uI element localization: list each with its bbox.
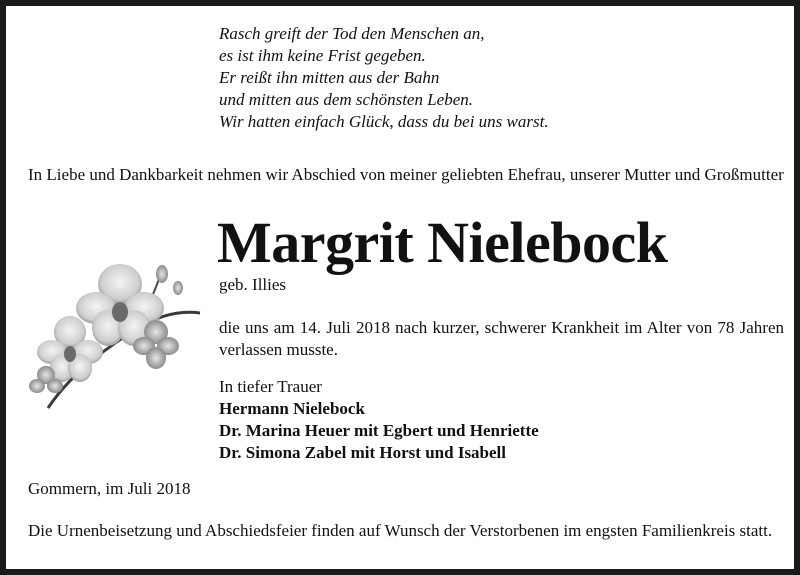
intro-text: In Liebe und Dankbarkeit nehmen wir Abschied von meiner geliebten Ehefrau, unserer Mutter und Großmutter	[28, 165, 784, 184]
orchid-flower-icon	[28, 258, 206, 414]
birth-name: geb. Illies	[219, 275, 287, 294]
poem-line: und mitten aus dem schönsten Leben.	[219, 90, 474, 109]
burial-note: Die Urnenbeisetzung und Abschiedsfeier finden auf Wunsch der Verstorbenen im engsten Familienkreis statt.	[28, 521, 773, 540]
mourners-block	[219, 376, 539, 464]
mourner-name: Dr. Simona Zabel mit Horst und Isabell	[219, 443, 506, 462]
mourner-name: Hermann Nielebock	[219, 399, 365, 418]
mourner-name: Dr. Marina Heuer mit Egbert und Henriette	[219, 421, 539, 440]
death-notice: die uns am 14. Juli 2018 nach kurzer, schwerer Krankheit im Alter von 78 Jahren verlassen musste.	[219, 318, 784, 359]
poem	[219, 23, 549, 133]
place-and-date: Gommern, im Juli 2018	[28, 479, 191, 498]
poem-line: Er reißt ihn mitten aus der Bahn	[219, 68, 440, 87]
poem-line: es ist ihm keine Frist gegeben.	[219, 46, 426, 65]
poem-line: Rasch greift der Tod den Menschen an,	[219, 24, 485, 43]
mourners-heading: In tiefer Trauer	[219, 377, 322, 396]
deceased-name: Margrit Nielebock	[217, 210, 668, 275]
poem-closing-line: Wir hatten einfach Glück, dass du bei uns warst.	[219, 112, 549, 131]
